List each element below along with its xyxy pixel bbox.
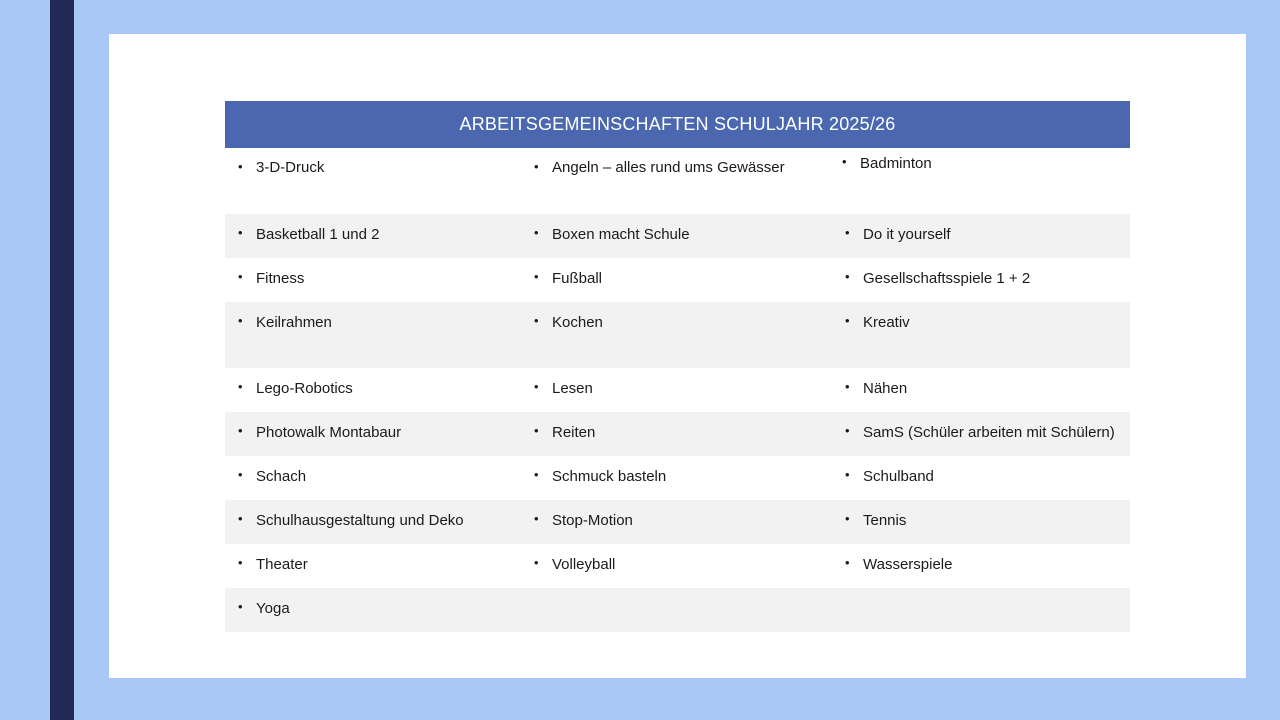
bullet-icon: •	[238, 599, 243, 614]
bullet-icon: •	[845, 269, 850, 284]
table-row	[225, 302, 1130, 368]
table-cell	[225, 544, 521, 588]
ag-item: Schach	[256, 468, 307, 485]
table-body	[225, 148, 1130, 632]
table-cell	[521, 302, 832, 368]
bullet-icon: •	[238, 225, 243, 240]
ag-item: Photowalk Montabaur	[256, 424, 402, 441]
table-row	[225, 214, 1130, 258]
slide	[109, 34, 1246, 678]
bullet-icon: •	[238, 423, 243, 438]
ag-item: Fußball	[552, 270, 603, 287]
ag-item: 3-D-Druck	[256, 159, 325, 176]
bullet-icon: •	[534, 379, 539, 394]
ag-item: Keilrahmen	[256, 314, 332, 331]
ag-item: Badminton	[860, 155, 932, 172]
bullet-icon: •	[534, 511, 539, 526]
ag-item: Schulhausgestaltung und Deko	[256, 512, 464, 529]
table-cell	[521, 588, 832, 632]
table-cell	[832, 302, 1130, 368]
ag-item: SamS (Schüler arbeiten mit Schülern)	[863, 424, 1115, 441]
table-cell	[832, 214, 1130, 258]
bullet-icon: •	[534, 555, 539, 570]
table-cell	[832, 258, 1130, 302]
table-row	[225, 456, 1130, 500]
bullet-icon: •	[845, 423, 850, 438]
table-cell	[225, 302, 521, 368]
table-cell	[225, 456, 521, 500]
table-cell	[225, 500, 521, 544]
ag-item: Basketball 1 und 2	[256, 226, 380, 243]
table-cell	[521, 500, 832, 544]
bullet-icon: •	[845, 555, 850, 570]
ag-item: Angeln – alles rund ums Gewässer	[552, 159, 785, 176]
ag-item: Schmuck basteln	[552, 468, 667, 485]
ag-item: Stop-Motion	[552, 512, 633, 529]
table-cell	[521, 148, 832, 214]
table-cell	[521, 368, 832, 412]
ag-item: Theater	[256, 556, 308, 573]
table-cell	[521, 544, 832, 588]
bullet-icon: •	[845, 511, 850, 526]
bullet-icon: •	[238, 269, 243, 284]
table-cell	[225, 258, 521, 302]
table-cell	[225, 412, 521, 456]
table-title: ARBEITSGEMEINSCHAFTEN SCHULJAHR 2025/26	[459, 114, 896, 134]
ag-table	[225, 101, 1130, 632]
bullet-icon: •	[534, 423, 539, 438]
ag-item: Lego-Robotics	[256, 380, 353, 397]
ag-item: Volleyball	[552, 556, 616, 573]
bullet-icon: •	[238, 511, 243, 526]
bullet-icon: •	[238, 379, 243, 394]
bullet-icon: •	[534, 467, 539, 482]
table-cell	[832, 588, 1130, 632]
ag-item: Nähen	[863, 380, 908, 397]
ag-item: Boxen macht Schule	[552, 226, 690, 243]
ag-item: Schulband	[863, 468, 934, 485]
bullet-icon: •	[534, 159, 539, 174]
table-cell	[832, 148, 1130, 214]
bullet-icon: •	[845, 313, 850, 328]
bullet-icon: •	[842, 154, 847, 169]
side-stripe	[50, 0, 74, 720]
table-cell	[832, 544, 1130, 588]
table-cell	[521, 456, 832, 500]
table-row	[225, 368, 1130, 412]
table-cell	[832, 500, 1130, 544]
table-row	[225, 544, 1130, 588]
table-cell	[225, 368, 521, 412]
ag-item: Kochen	[552, 314, 603, 331]
table-row	[225, 258, 1130, 302]
ag-item: Do it yourself	[863, 226, 951, 243]
table-cell	[225, 588, 521, 632]
table-cell	[225, 148, 521, 214]
bullet-icon: •	[534, 225, 539, 240]
table-row	[225, 500, 1130, 544]
ag-item: Kreativ	[863, 314, 910, 331]
table-cell	[225, 214, 521, 258]
ag-item: Yoga	[256, 600, 290, 617]
table-row	[225, 588, 1130, 632]
table-cell	[832, 412, 1130, 456]
table-cell	[521, 214, 832, 258]
bullet-icon: •	[534, 269, 539, 284]
ag-item: Fitness	[256, 270, 305, 287]
table-header	[225, 101, 1130, 148]
bullet-icon: •	[845, 467, 850, 482]
table-cell	[521, 412, 832, 456]
table-row	[225, 148, 1130, 214]
bullet-icon: •	[238, 313, 243, 328]
ag-item: Lesen	[552, 380, 593, 397]
ag-item: Reiten	[552, 424, 596, 441]
ag-item: Gesellschaftsspiele 1 + 2	[863, 270, 1031, 287]
table-row	[225, 412, 1130, 456]
ag-item: Tennis	[863, 512, 907, 529]
ag-item: Wasserspiele	[863, 556, 953, 573]
table-cell	[832, 368, 1130, 412]
bullet-icon: •	[238, 467, 243, 482]
bullet-icon: •	[845, 225, 850, 240]
bullet-icon: •	[238, 159, 243, 174]
bullet-icon: •	[238, 555, 243, 570]
bullet-icon: •	[534, 313, 539, 328]
table-cell	[832, 456, 1130, 500]
bullet-icon: •	[845, 379, 850, 394]
table-cell	[521, 258, 832, 302]
